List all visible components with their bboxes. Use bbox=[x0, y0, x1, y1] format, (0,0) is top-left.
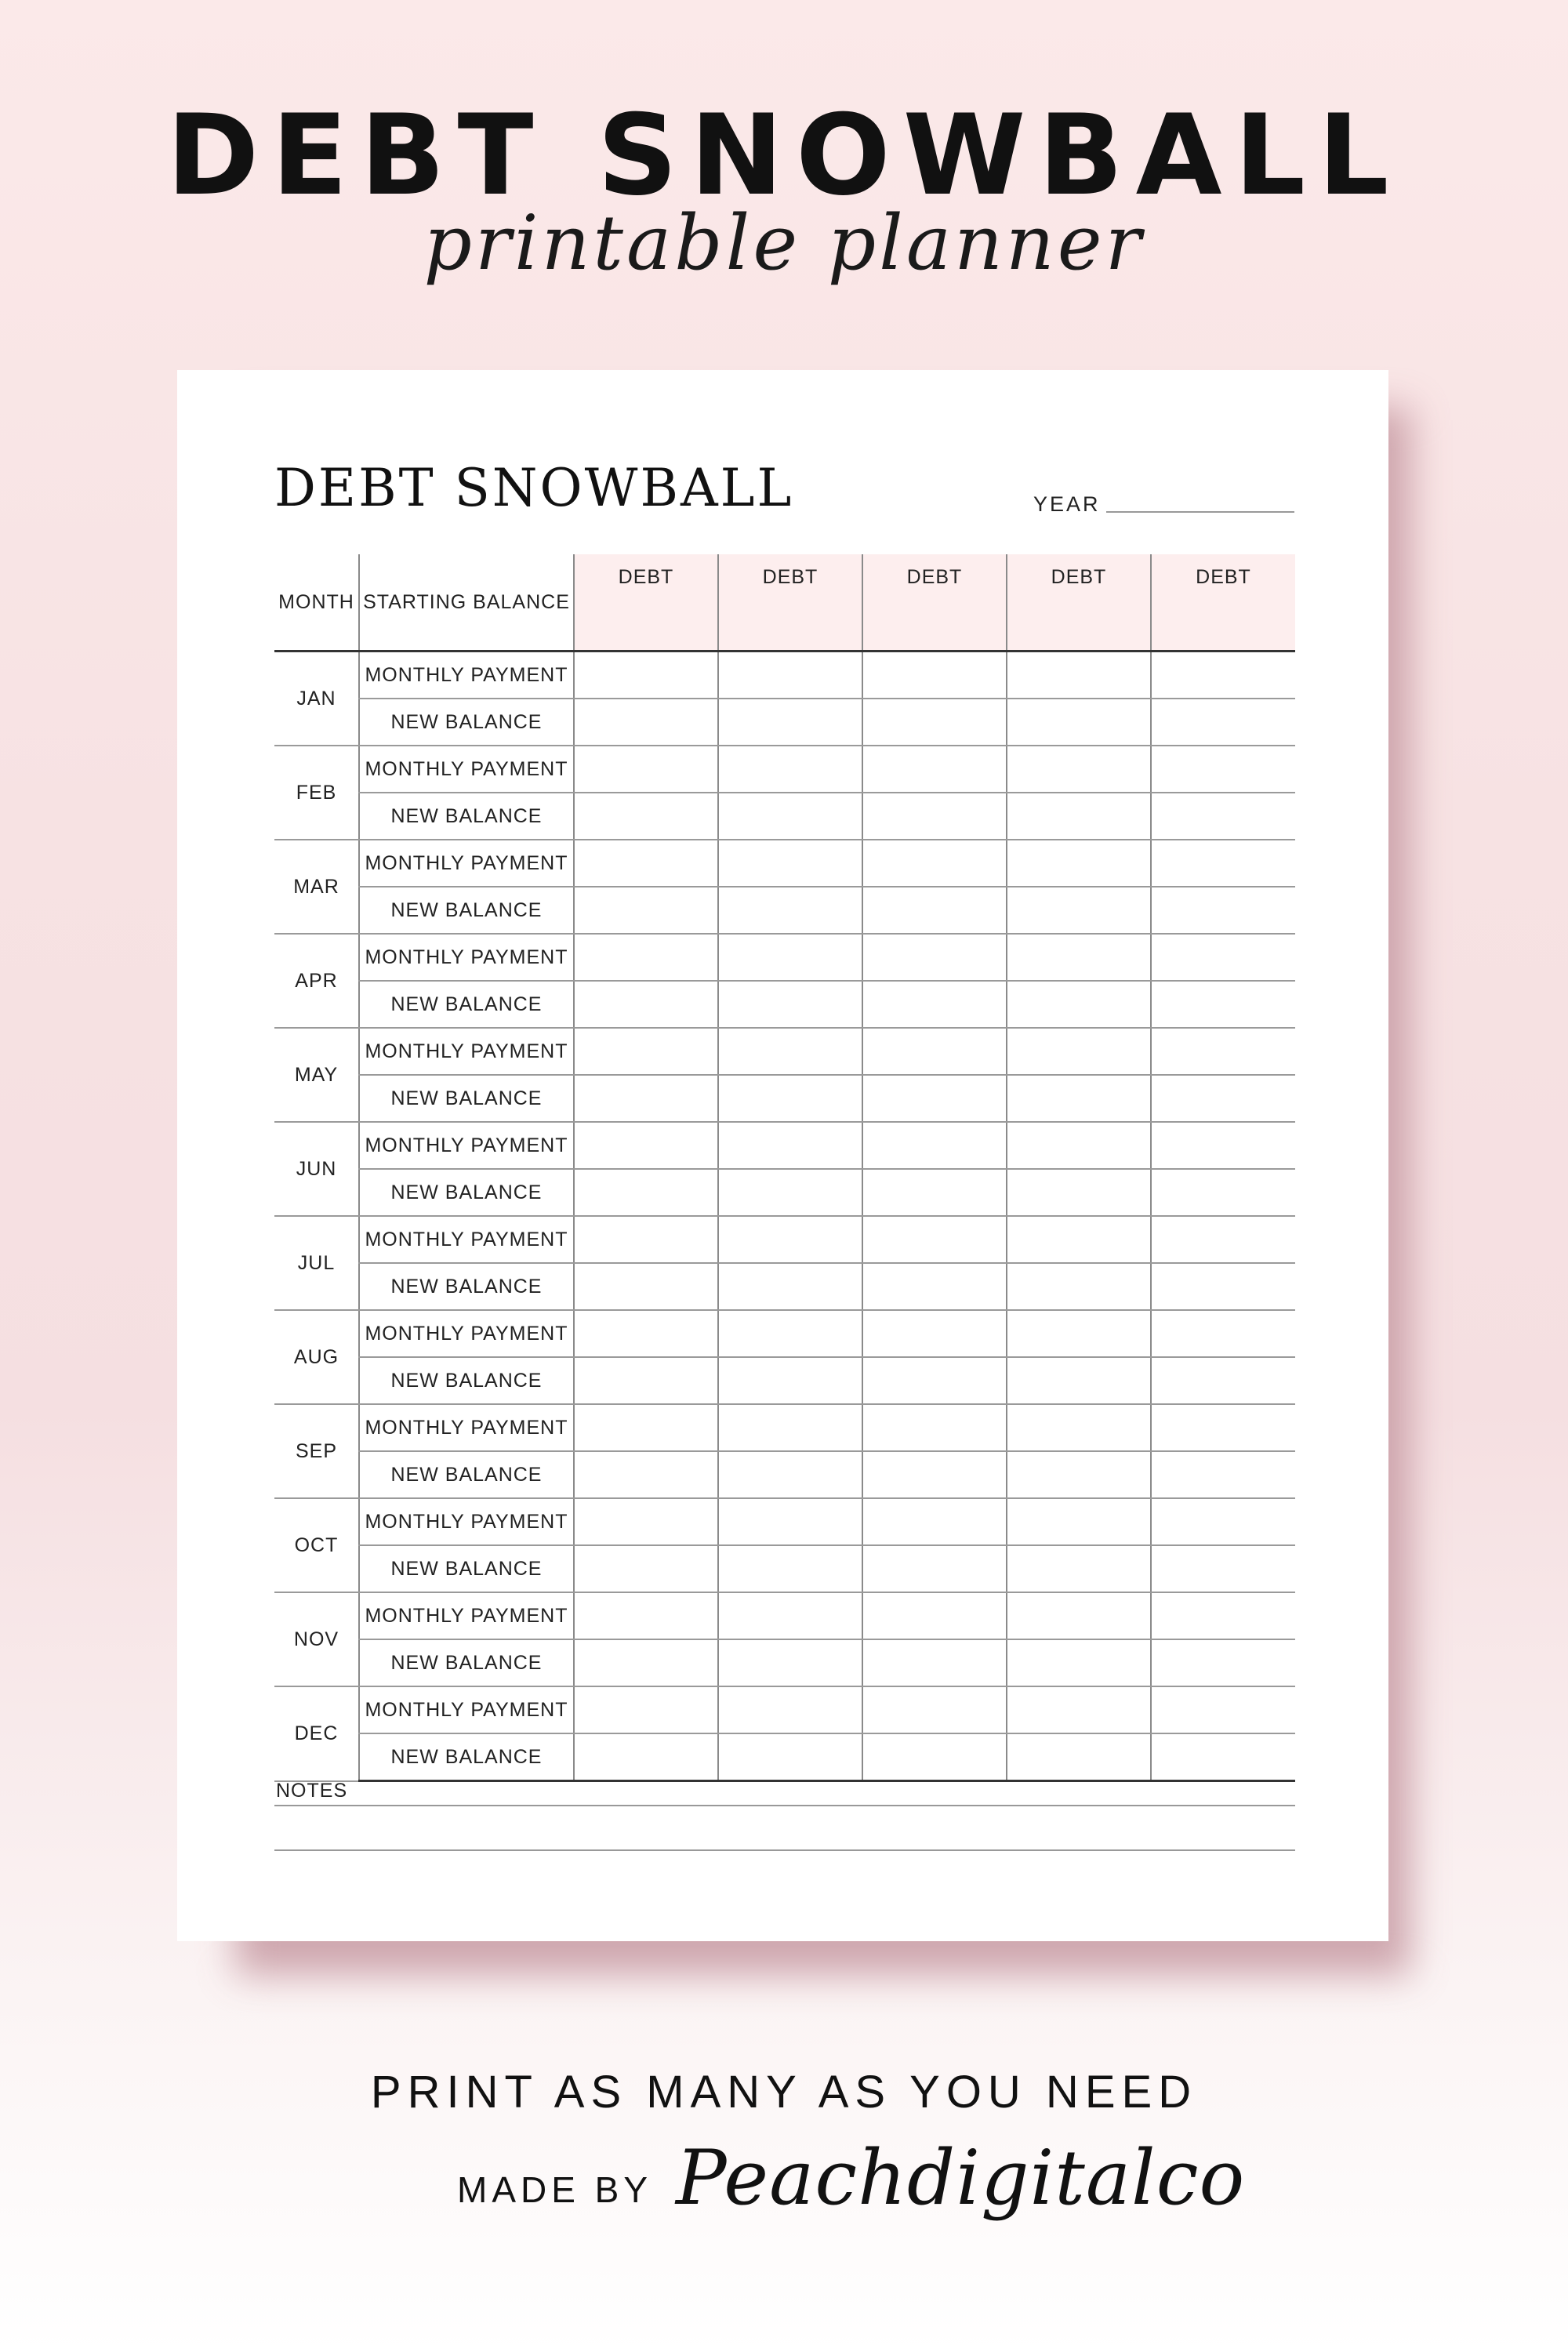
entry-cell[interactable] bbox=[574, 840, 718, 887]
table-row bbox=[274, 1075, 1295, 1122]
table-row bbox=[274, 934, 1295, 981]
table-row bbox=[274, 1592, 1295, 1639]
entry-cell[interactable] bbox=[1007, 793, 1151, 840]
entry-cell[interactable] bbox=[718, 1310, 862, 1357]
table-row bbox=[274, 1451, 1295, 1498]
new-balance-label: NEW BALANCE bbox=[359, 1639, 574, 1686]
table-row bbox=[274, 1498, 1295, 1545]
entry-cell[interactable] bbox=[574, 1075, 718, 1122]
entry-cell[interactable] bbox=[862, 1592, 1007, 1639]
entry-cell[interactable] bbox=[1007, 1451, 1151, 1498]
new-balance-label: NEW BALANCE bbox=[359, 1263, 574, 1310]
entry-cell[interactable] bbox=[1151, 1357, 1295, 1404]
entry-cell[interactable] bbox=[574, 793, 718, 840]
entry-cell[interactable] bbox=[574, 981, 718, 1028]
new-balance-label: NEW BALANCE bbox=[359, 887, 574, 934]
entry-cell[interactable] bbox=[1151, 652, 1295, 699]
entry-cell[interactable] bbox=[574, 1357, 718, 1404]
table-row bbox=[274, 1686, 1295, 1733]
table-row bbox=[274, 746, 1295, 793]
entry-cell[interactable] bbox=[718, 840, 862, 887]
entry-cell[interactable] bbox=[862, 1686, 1007, 1733]
sheet-title: DEBT SNOWBALL bbox=[274, 458, 794, 518]
month-label: FEB bbox=[274, 746, 359, 840]
month-label: APR bbox=[274, 934, 359, 1028]
table-row bbox=[274, 981, 1295, 1028]
entry-cell[interactable] bbox=[862, 981, 1007, 1028]
debt-header: DEBT bbox=[718, 554, 862, 652]
entry-cell[interactable] bbox=[1151, 887, 1295, 934]
entry-cell[interactable] bbox=[718, 1169, 862, 1216]
month-label: JUL bbox=[274, 1216, 359, 1310]
table-row bbox=[274, 652, 1295, 699]
monthly-payment-label: MONTHLY PAYMENT bbox=[359, 1404, 574, 1451]
entry-cell[interactable] bbox=[718, 1733, 862, 1781]
entry-cell[interactable] bbox=[862, 699, 1007, 746]
year-label: YEAR bbox=[1033, 492, 1101, 516]
starting-balance-header: STARTING BALANCE bbox=[359, 554, 574, 652]
entry-cell[interactable] bbox=[1007, 981, 1151, 1028]
entry-cell[interactable] bbox=[862, 1404, 1007, 1451]
table-row bbox=[274, 1216, 1295, 1263]
debt-header: DEBT bbox=[574, 554, 718, 652]
made-by-label: MADE BY bbox=[457, 2169, 653, 2210]
entry-cell[interactable] bbox=[862, 1122, 1007, 1169]
entry-cell[interactable] bbox=[718, 1498, 862, 1545]
month-label: SEP bbox=[274, 1404, 359, 1498]
entry-cell[interactable] bbox=[862, 1169, 1007, 1216]
entry-cell[interactable] bbox=[718, 887, 862, 934]
table-row bbox=[274, 699, 1295, 746]
entry-cell[interactable] bbox=[1151, 981, 1295, 1028]
monthly-payment-label: MONTHLY PAYMENT bbox=[359, 1216, 574, 1263]
monthly-payment-label: MONTHLY PAYMENT bbox=[359, 1122, 574, 1169]
table-row bbox=[274, 1169, 1295, 1216]
entry-cell[interactable] bbox=[862, 1075, 1007, 1122]
notes-label: NOTES bbox=[276, 1780, 348, 1802]
entry-cell[interactable] bbox=[862, 1639, 1007, 1686]
entry-cell[interactable] bbox=[574, 934, 718, 981]
entry-cell[interactable] bbox=[718, 1592, 862, 1639]
entry-cell[interactable] bbox=[862, 1216, 1007, 1263]
table-row bbox=[274, 1545, 1295, 1592]
table-row bbox=[274, 1028, 1295, 1075]
entry-cell[interactable] bbox=[1007, 1075, 1151, 1122]
tagline: PRINT AS MANY AS YOU NEED bbox=[370, 2067, 1198, 2118]
entry-cell[interactable] bbox=[862, 1733, 1007, 1781]
table-row bbox=[274, 840, 1295, 887]
hero-subtitle: printable planner bbox=[423, 199, 1145, 287]
monthly-payment-label: MONTHLY PAYMENT bbox=[359, 840, 574, 887]
debt-header: DEBT bbox=[1151, 554, 1295, 652]
entry-cell[interactable] bbox=[1007, 699, 1151, 746]
entry-cell[interactable] bbox=[574, 1263, 718, 1310]
entry-cell[interactable] bbox=[718, 699, 862, 746]
entry-cell[interactable] bbox=[1007, 1498, 1151, 1545]
entry-cell[interactable] bbox=[574, 887, 718, 934]
entry-cell[interactable] bbox=[1007, 1310, 1151, 1357]
entry-cell[interactable] bbox=[862, 1451, 1007, 1498]
entry-cell[interactable] bbox=[1007, 1028, 1151, 1075]
entry-cell[interactable] bbox=[862, 1310, 1007, 1357]
new-balance-label: NEW BALANCE bbox=[359, 1169, 574, 1216]
monthly-payment-label: MONTHLY PAYMENT bbox=[359, 1310, 574, 1357]
debt-table bbox=[274, 554, 1295, 1782]
month-header: MONTH bbox=[278, 591, 354, 613]
entry-cell[interactable] bbox=[574, 1686, 718, 1733]
entry-cell[interactable] bbox=[862, 652, 1007, 699]
entry-cell[interactable] bbox=[1151, 1733, 1295, 1781]
new-balance-label: NEW BALANCE bbox=[359, 699, 574, 746]
table-body bbox=[274, 652, 1295, 1781]
entry-cell[interactable] bbox=[574, 1404, 718, 1451]
entry-cell[interactable] bbox=[574, 1216, 718, 1263]
entry-cell[interactable] bbox=[574, 1545, 718, 1592]
monthly-payment-label: MONTHLY PAYMENT bbox=[359, 1028, 574, 1075]
monthly-payment-label: MONTHLY PAYMENT bbox=[359, 746, 574, 793]
month-label: AUG bbox=[274, 1310, 359, 1404]
new-balance-label: NEW BALANCE bbox=[359, 1357, 574, 1404]
entry-cell[interactable] bbox=[1007, 1592, 1151, 1639]
entry-cell[interactable] bbox=[862, 840, 1007, 887]
entry-cell[interactable] bbox=[574, 1169, 718, 1216]
entry-cell[interactable] bbox=[718, 1451, 862, 1498]
entry-cell[interactable] bbox=[862, 1498, 1007, 1545]
month-label: JUN bbox=[274, 1122, 359, 1216]
entry-cell[interactable] bbox=[718, 1404, 862, 1451]
table-row bbox=[274, 887, 1295, 934]
month-label: DEC bbox=[274, 1686, 359, 1781]
table-row bbox=[274, 1263, 1295, 1310]
table-row bbox=[274, 1733, 1295, 1781]
entry-cell[interactable] bbox=[718, 1028, 862, 1075]
month-label: NOV bbox=[274, 1592, 359, 1686]
month-label: OCT bbox=[274, 1498, 359, 1592]
entry-cell[interactable] bbox=[718, 1357, 862, 1404]
entry-cell[interactable] bbox=[1151, 1169, 1295, 1216]
month-label: MAR bbox=[274, 840, 359, 934]
table-row bbox=[274, 1310, 1295, 1357]
table-row bbox=[274, 1639, 1295, 1686]
entry-cell[interactable] bbox=[1151, 1451, 1295, 1498]
new-balance-label: NEW BALANCE bbox=[359, 793, 574, 840]
entry-cell[interactable] bbox=[862, 1545, 1007, 1592]
entry-cell[interactable] bbox=[1151, 699, 1295, 746]
entry-cell[interactable] bbox=[1007, 1686, 1151, 1733]
entry-cell[interactable] bbox=[1007, 1169, 1151, 1216]
entry-cell[interactable] bbox=[718, 1263, 862, 1310]
entry-cell[interactable] bbox=[1007, 1216, 1151, 1263]
new-balance-label: NEW BALANCE bbox=[359, 1733, 574, 1781]
entry-cell[interactable] bbox=[574, 746, 718, 793]
entry-cell[interactable] bbox=[1007, 1545, 1151, 1592]
entry-cell[interactable] bbox=[574, 1122, 718, 1169]
monthly-payment-label: MONTHLY PAYMENT bbox=[359, 1498, 574, 1545]
monthly-payment-label: MONTHLY PAYMENT bbox=[359, 1592, 574, 1639]
entry-cell[interactable] bbox=[1151, 746, 1295, 793]
entry-cell[interactable] bbox=[1151, 1498, 1295, 1545]
year-field-line bbox=[1106, 511, 1294, 513]
new-balance-label: NEW BALANCE bbox=[359, 1075, 574, 1122]
entry-cell[interactable] bbox=[1151, 934, 1295, 981]
entry-cell[interactable] bbox=[574, 1451, 718, 1498]
entry-cell[interactable] bbox=[574, 1639, 718, 1686]
entry-cell[interactable] bbox=[574, 652, 718, 699]
planner-sheet bbox=[177, 370, 1388, 1941]
entry-cell[interactable] bbox=[862, 793, 1007, 840]
entry-cell[interactable] bbox=[1007, 1733, 1151, 1781]
entry-cell[interactable] bbox=[862, 1357, 1007, 1404]
entry-cell[interactable] bbox=[1007, 1639, 1151, 1686]
notes-line bbox=[274, 1849, 1295, 1851]
entry-cell[interactable] bbox=[1151, 1263, 1295, 1310]
entry-cell[interactable] bbox=[862, 1263, 1007, 1310]
entry-cell[interactable] bbox=[1007, 1263, 1151, 1310]
table-row bbox=[274, 1357, 1295, 1404]
entry-cell[interactable] bbox=[1151, 1028, 1295, 1075]
entry-cell[interactable] bbox=[718, 1075, 862, 1122]
entry-cell[interactable] bbox=[1007, 1404, 1151, 1451]
entry-cell[interactable] bbox=[718, 1545, 862, 1592]
new-balance-label: NEW BALANCE bbox=[359, 1545, 574, 1592]
entry-cell[interactable] bbox=[1007, 840, 1151, 887]
entry-cell[interactable] bbox=[862, 746, 1007, 793]
entry-cell[interactable] bbox=[1007, 1357, 1151, 1404]
entry-cell[interactable] bbox=[718, 652, 862, 699]
entry-cell[interactable] bbox=[718, 1122, 862, 1169]
entry-cell[interactable] bbox=[1151, 1216, 1295, 1263]
entry-cell[interactable] bbox=[1007, 887, 1151, 934]
entry-cell[interactable] bbox=[718, 746, 862, 793]
monthly-payment-label: MONTHLY PAYMENT bbox=[359, 1686, 574, 1733]
hero-title: DEBT SNOWBALL bbox=[166, 91, 1402, 220]
entry-cell[interactable] bbox=[718, 934, 862, 981]
entry-cell[interactable] bbox=[574, 1592, 718, 1639]
entry-cell[interactable] bbox=[1151, 1404, 1295, 1451]
notes-line bbox=[274, 1805, 1295, 1806]
entry-cell[interactable] bbox=[1151, 1310, 1295, 1357]
table-row bbox=[274, 1404, 1295, 1451]
entry-cell[interactable] bbox=[718, 1639, 862, 1686]
brand-signature: Peachdigitalco bbox=[676, 2134, 1246, 2222]
debt-header: DEBT bbox=[1007, 554, 1151, 652]
monthly-payment-label: MONTHLY PAYMENT bbox=[359, 652, 574, 699]
entry-cell[interactable] bbox=[1151, 840, 1295, 887]
entry-cell[interactable] bbox=[718, 981, 862, 1028]
entry-cell[interactable] bbox=[1151, 1686, 1295, 1733]
debt-header: DEBT bbox=[862, 554, 1007, 652]
new-balance-label: NEW BALANCE bbox=[359, 1451, 574, 1498]
entry-cell[interactable] bbox=[1151, 1122, 1295, 1169]
table-row bbox=[274, 1122, 1295, 1169]
monthly-payment-label: MONTHLY PAYMENT bbox=[359, 934, 574, 981]
entry-cell[interactable] bbox=[718, 1216, 862, 1263]
entry-cell[interactable] bbox=[1151, 1545, 1295, 1592]
entry-cell[interactable] bbox=[862, 934, 1007, 981]
month-label: JAN bbox=[274, 652, 359, 746]
entry-cell[interactable] bbox=[574, 1498, 718, 1545]
entry-cell[interactable] bbox=[1007, 934, 1151, 981]
header-row bbox=[274, 554, 1295, 652]
month-label: MAY bbox=[274, 1028, 359, 1122]
entry-cell[interactable] bbox=[574, 1310, 718, 1357]
entry-cell[interactable] bbox=[1151, 793, 1295, 840]
entry-cell[interactable] bbox=[1151, 1592, 1295, 1639]
entry-cell[interactable] bbox=[1151, 1075, 1295, 1122]
new-balance-label: NEW BALANCE bbox=[359, 981, 574, 1028]
entry-cell[interactable] bbox=[1007, 746, 1151, 793]
entry-cell[interactable] bbox=[1007, 652, 1151, 699]
table-row bbox=[274, 793, 1295, 840]
entry-cell[interactable] bbox=[1007, 1122, 1151, 1169]
entry-cell[interactable] bbox=[718, 793, 862, 840]
entry-cell[interactable] bbox=[574, 1733, 718, 1781]
entry-cell[interactable] bbox=[574, 1028, 718, 1075]
entry-cell[interactable] bbox=[574, 699, 718, 746]
entry-cell[interactable] bbox=[862, 887, 1007, 934]
entry-cell[interactable] bbox=[1151, 1639, 1295, 1686]
entry-cell[interactable] bbox=[862, 1028, 1007, 1075]
entry-cell[interactable] bbox=[718, 1686, 862, 1733]
